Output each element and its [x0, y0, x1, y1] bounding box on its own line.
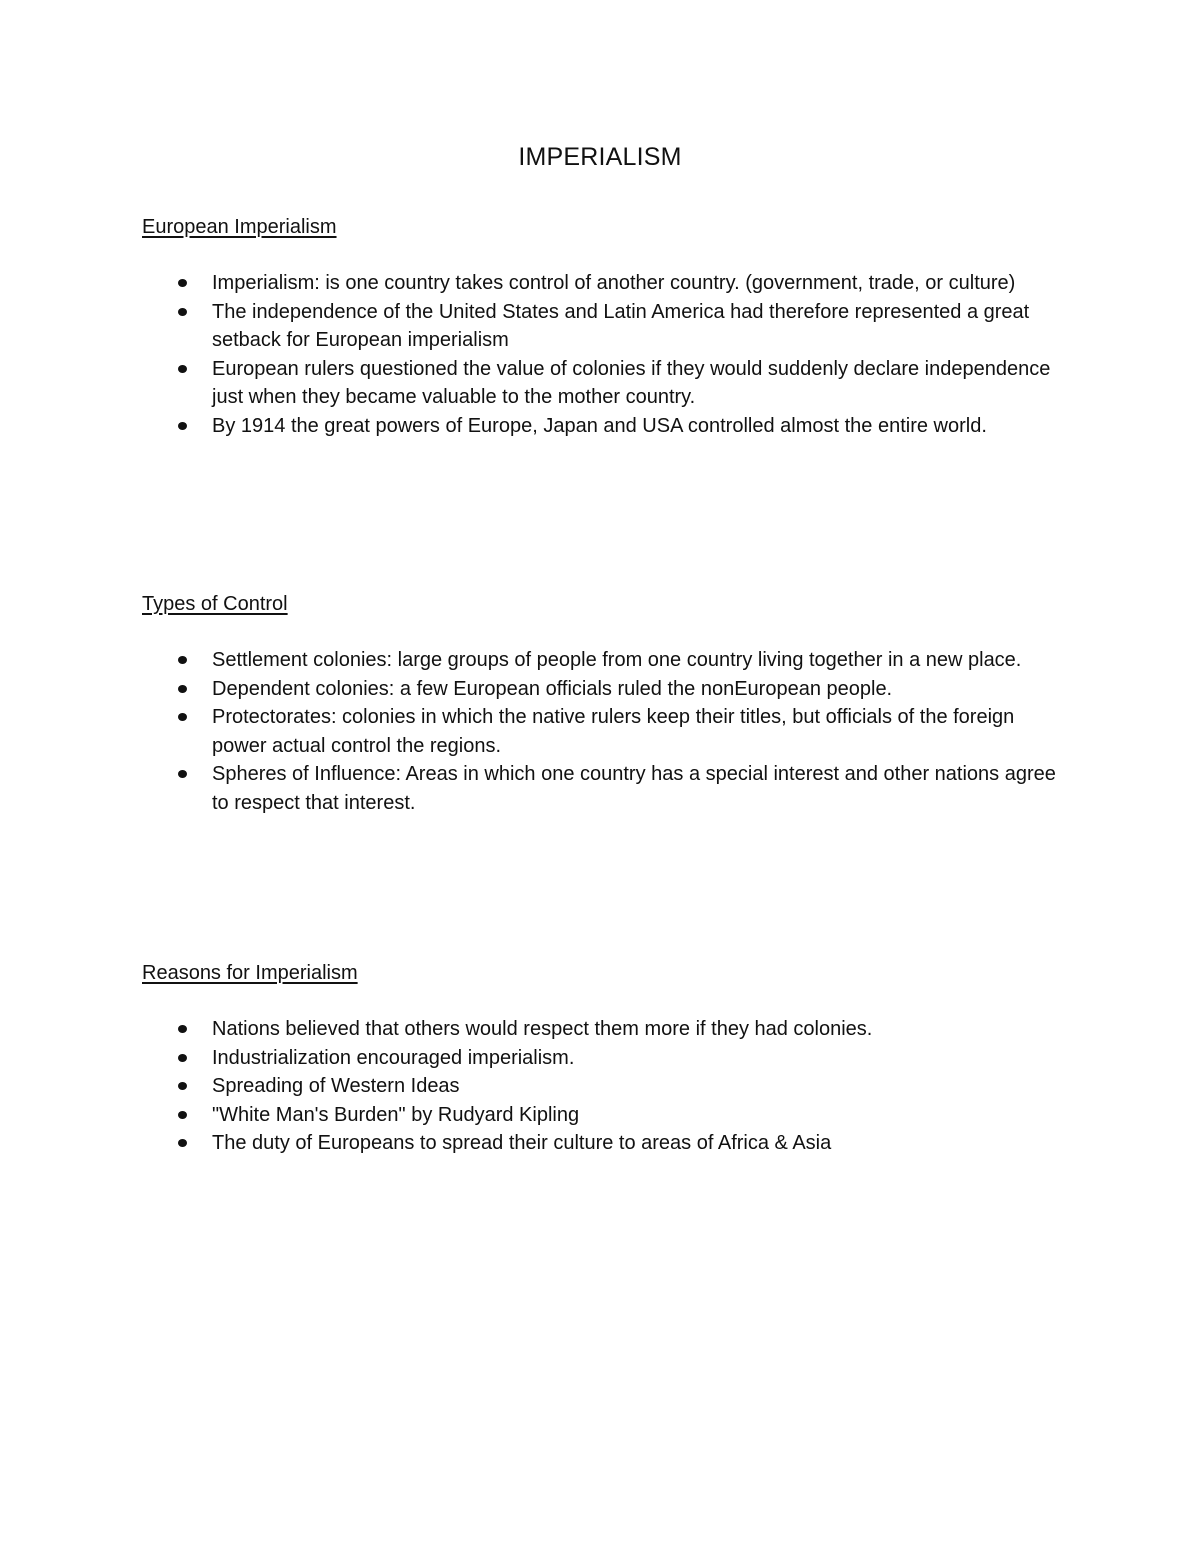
- document-title: IMPERIALISM: [518, 143, 682, 171]
- list-item: [142, 646, 1072, 675]
- section-reasons-for-imperialism: [142, 959, 1072, 1158]
- section-types-of-control: [142, 590, 1072, 817]
- list-item-text: "White Man's Burden" by Rudyard Kipling: [212, 1103, 580, 1126]
- list-item: [142, 1072, 1072, 1101]
- list-item-text: Spheres of Influence: Areas in which one country has a special interest and other nations agree to respect that interest.: [212, 763, 1056, 814]
- bullet-icon: [178, 365, 187, 373]
- section-european-imperialism: [142, 213, 1072, 440]
- list-item: [142, 760, 1072, 817]
- list-item: [142, 703, 1072, 760]
- list-item: [142, 269, 1072, 298]
- bullet-icon: [178, 279, 187, 287]
- list-item: [142, 298, 1072, 355]
- list-item-text: The independence of the United States and Latin America had therefore represented a great setback for European imperialism: [212, 300, 1030, 351]
- list-item-text: European rulers questioned the value of colonies if they would suddenly declare independence just when they became valuable to the mother country.: [212, 357, 1051, 408]
- section-heading: European Imperialism: [142, 216, 337, 238]
- bullet-icon: [178, 770, 187, 778]
- bullet-icon: [178, 308, 187, 316]
- bullet-icon: [178, 656, 187, 664]
- list-item-text: Dependent colonies: a few European officials ruled the nonEuropean people.: [212, 677, 893, 700]
- bullet-icon: [178, 1139, 187, 1147]
- bullet-icon: [178, 685, 187, 693]
- list-item: [142, 1044, 1072, 1073]
- section-heading: Reasons for Imperialism: [142, 962, 358, 984]
- list-item: [142, 1015, 1072, 1044]
- bullet-list: [142, 1015, 1072, 1158]
- bullet-icon: [178, 1111, 187, 1119]
- list-item: [142, 412, 1072, 441]
- list-item: [142, 1129, 1072, 1158]
- list-item-text: Protectorates: colonies in which the native rulers keep their titles, but officials of the foreign power actual control the regions.: [212, 706, 1015, 757]
- bullet-icon: [178, 713, 187, 721]
- list-item-text: By 1914 the great powers of Europe, Japan and USA controlled almost the entire world.: [212, 414, 987, 437]
- list-item-text: Industrialization encouraged imperialism.: [212, 1046, 575, 1069]
- bullet-icon: [178, 1025, 187, 1033]
- list-item: [142, 1101, 1072, 1130]
- bullet-icon: [178, 422, 187, 430]
- bullet-list: [142, 269, 1072, 440]
- list-item: [142, 355, 1072, 412]
- list-item-text: The duty of Europeans to spread their culture to areas of Africa & Asia: [212, 1132, 832, 1154]
- bullet-icon: [178, 1082, 187, 1090]
- bullet-list: [142, 646, 1072, 817]
- list-item-text: Nations believed that others would respect them more if they had colonies.: [212, 1018, 873, 1040]
- list-item-text: Settlement colonies: large groups of people from one country living together in a new place.: [212, 649, 1022, 671]
- section-heading: Types of Control: [142, 593, 288, 615]
- list-item-text: Imperialism: is one country takes control of another country. (government, trade, or culture): [212, 272, 1016, 294]
- list-item: [142, 675, 1072, 704]
- list-item-text: Spreading of Western Ideas: [212, 1075, 460, 1097]
- bullet-icon: [178, 1054, 187, 1062]
